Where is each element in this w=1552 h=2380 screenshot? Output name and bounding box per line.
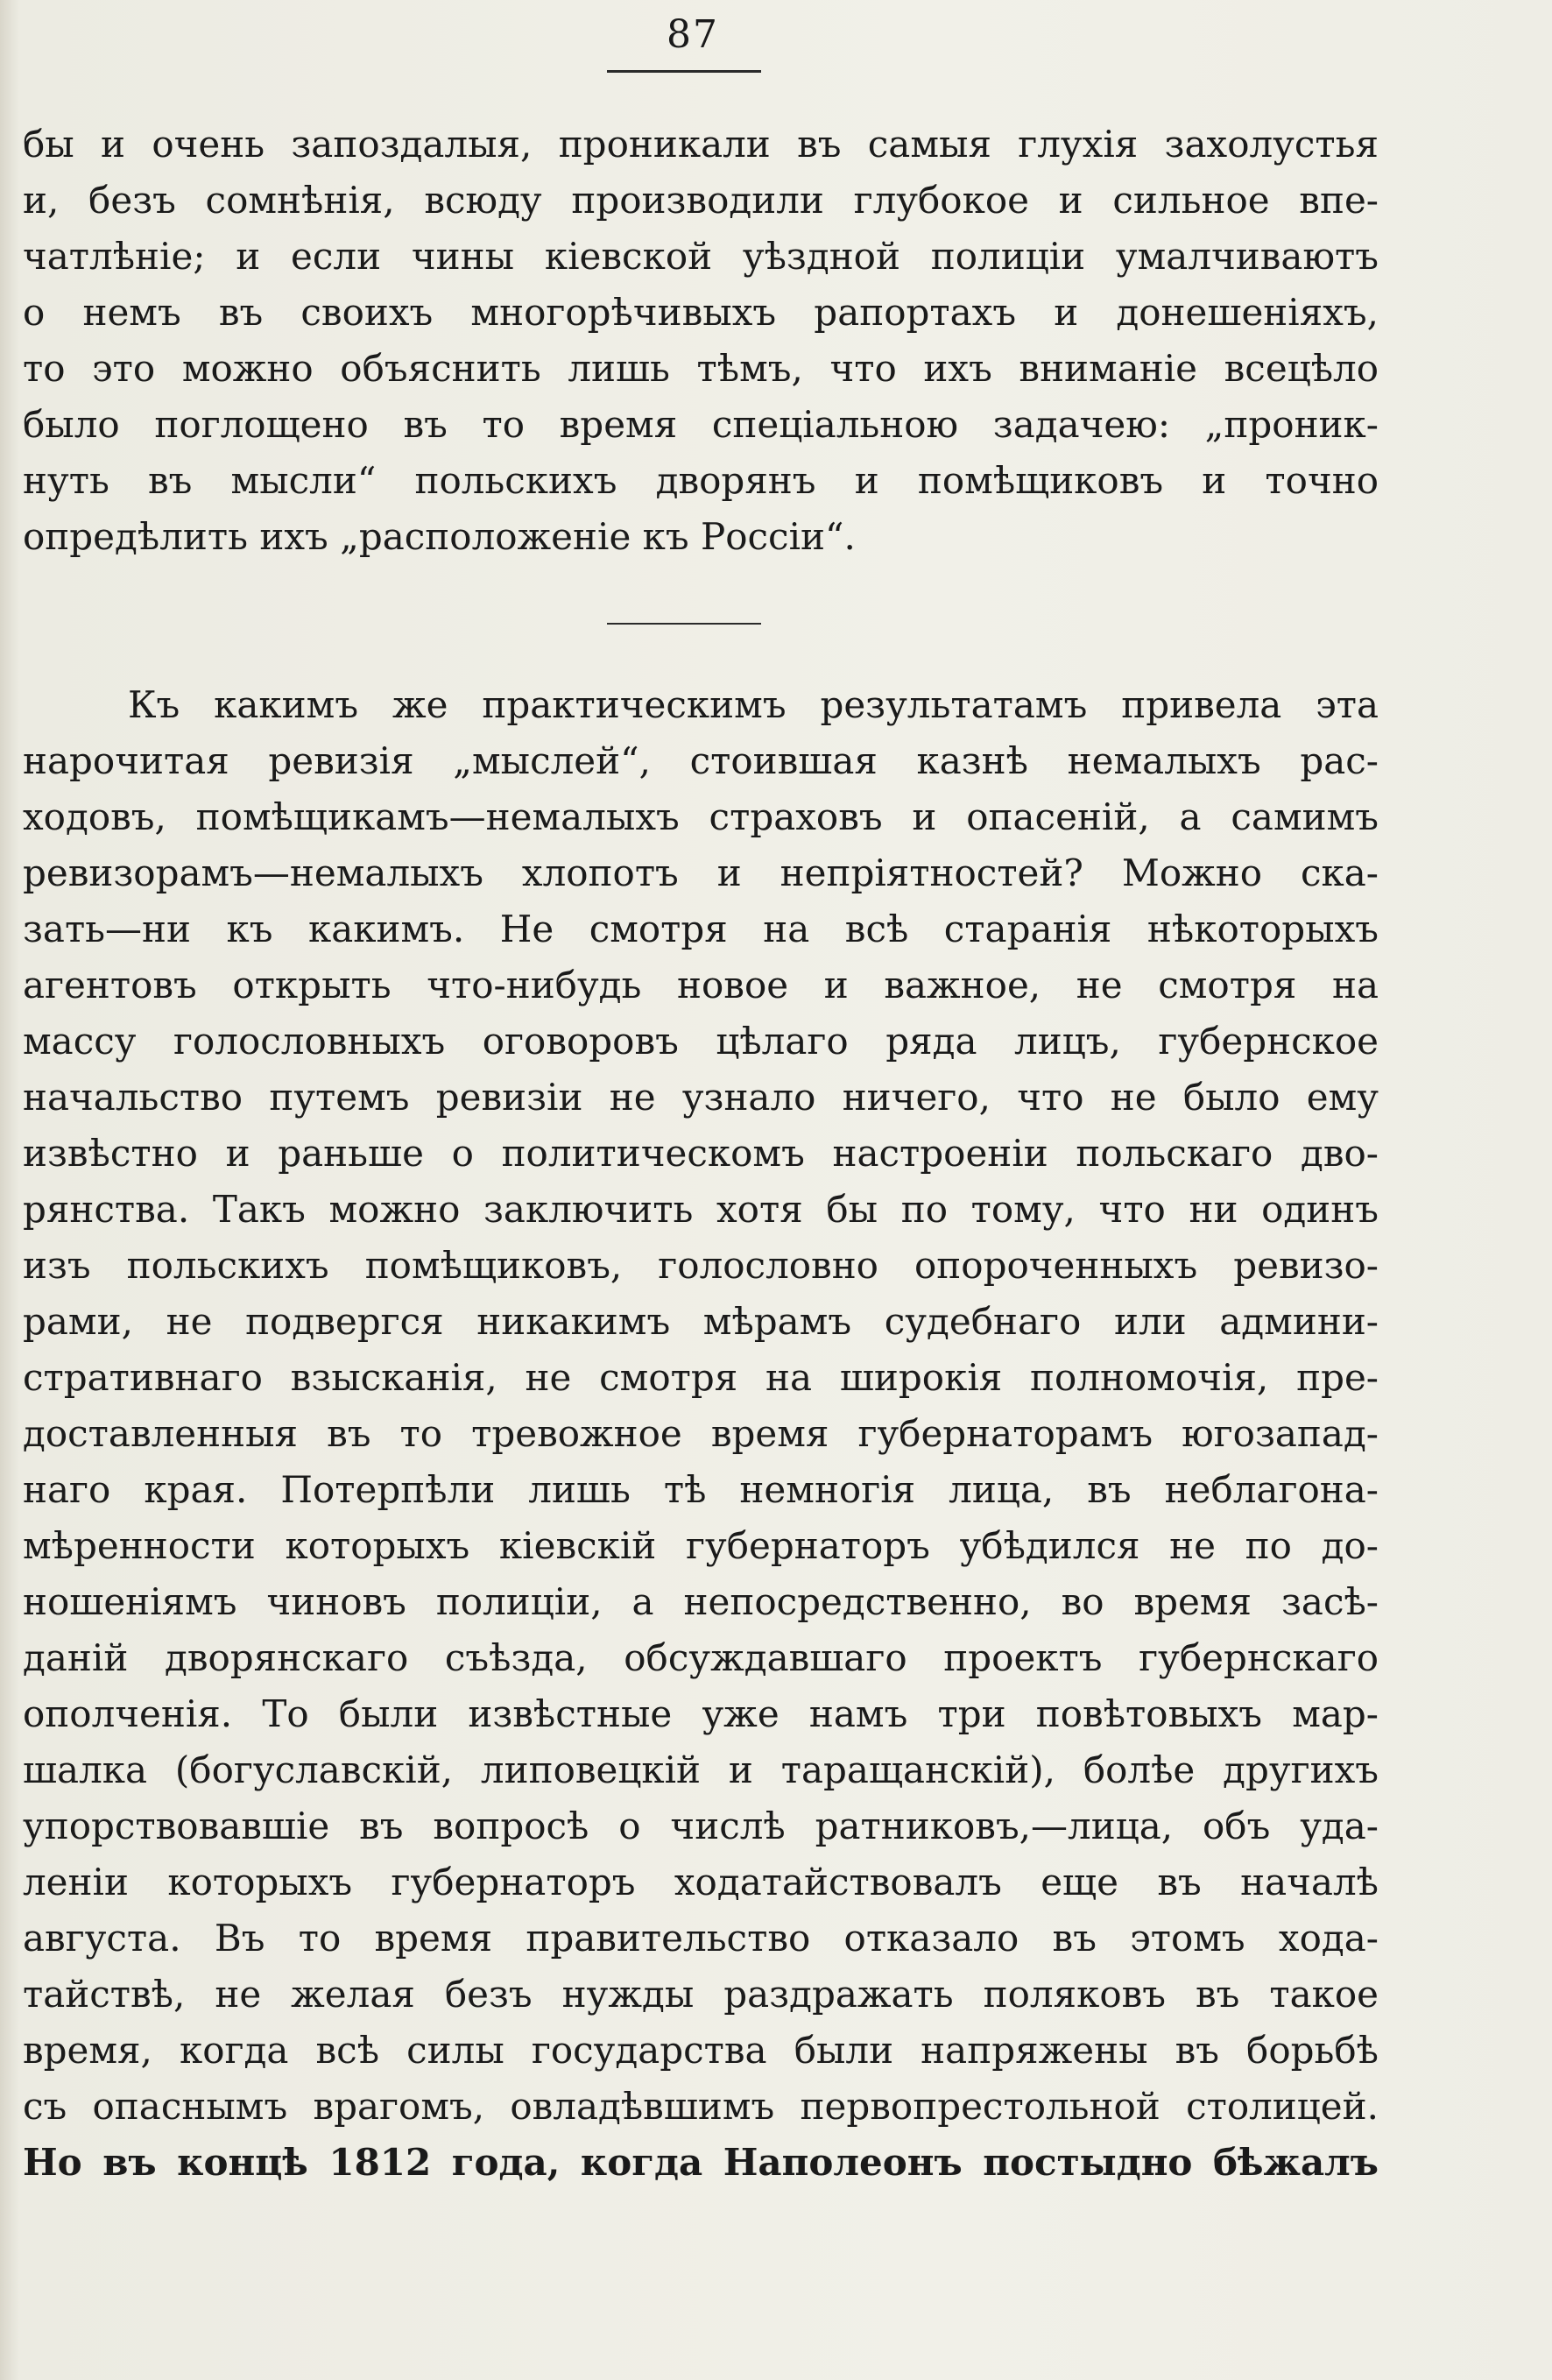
text-line: нарочитая ревизія „мыслей“, стоившая казнѣ немалыхъ рас- [23,739,1379,782]
text-line: августа. Въ то время правительство отказало въ этомъ хода- [23,1917,1379,1960]
text-line: Къ какимъ же практическимъ результатамъ привела эта [128,683,1379,726]
paragraph-2 [23,677,1379,2191]
text-line: доставленныя въ то тревожное время губернаторамъ югозапад- [23,1412,1379,1455]
text-line: рянства. Такъ можно заключить хотя бы по тому, что ни одинъ [23,1188,1379,1231]
text-line: то это можно объяснить лишь тѣмъ, что ихъ вниманіе всецѣло [23,347,1379,390]
text-line: и, безъ сомнѣнія, всюду производили глубокое и сильное впе- [23,179,1379,222]
text-line: зать—ни къ какимъ. Не смотря на всѣ старанія нѣкоторыхъ [23,908,1379,950]
text-line: массу голословныхъ оговоровъ цѣлаго ряда лицъ, губернское [23,1020,1379,1063]
paragraph-1 [23,117,1379,565]
text-line: агентовъ открыть что-нибудь новое и важное, не смотря на [23,964,1379,1006]
text-line: мѣренности которыхъ кіевскій губернаторъ убѣдился не по до- [23,1524,1379,1567]
text-line: наго края. Потерпѣли лишь тѣ немногія лица, въ неблагона- [23,1468,1379,1511]
text-line: ходовъ, помѣщикамъ—немалыхъ страховъ и опасеній, а самимъ [23,795,1379,838]
text-line: было поглощено въ то время спеціальною задачею: „проник- [23,403,1379,446]
text-line: даній дворянскаго съѣзда, обсуждавшаго проектъ губернскаго [23,1636,1379,1679]
section-separator [607,623,761,625]
text-line: ревизорамъ—немалыхъ хлопотъ и непріятностей? Можно ска- [23,851,1379,894]
text-line: съ опаснымъ врагомъ, овладѣвшимъ первопрестольной столицей. [23,2085,1379,2128]
text-line: тайствѣ, не желая безъ нужды раздражать поляковъ въ такое [23,1973,1379,2016]
text-line: ополченія. То были извѣстные уже намъ три повѣтовыхъ мар- [23,1692,1379,1735]
page-number-rule [607,70,761,73]
page-number: 87 [667,12,719,57]
text-line: начальство путемъ ревизіи не узнало ничего, что не было ему [23,1076,1379,1119]
text-line: бы и очень запоздалыя, проникали въ самыя глухія захолустья [23,123,1379,166]
text-line: извѣстно и раньше о политическомъ настроеніи польскаго дво- [23,1132,1379,1175]
text-line: рами, не подвергся никакимъ мѣрамъ судебнаго или админи- [23,1300,1379,1343]
text-line: изъ польскихъ помѣщиковъ, голословно опороченныхъ ревизо- [23,1244,1379,1287]
text-line: стративнаго взысканія, не смотря на широкія полномочія, пре- [23,1356,1379,1399]
text-line: Но въ концѣ 1812 года, когда Наполеонъ постыдно бѣжалъ [23,2141,1379,2184]
text-line: упорствовавшіе въ вопросѣ о числѣ ратниковъ,—лица, объ уда- [23,1804,1379,1847]
text-line: опредѣлить ихъ „расположеніе къ Россіи“. [23,515,856,558]
text-line: ношеніямъ чиновъ полиціи, а непосредственно, во время засѣ- [23,1580,1379,1623]
text-line: о немъ въ своихъ многорѣчивыхъ рапортахъ и донешеніяхъ, [23,291,1379,334]
text-line: леніи которыхъ губернаторъ ходатайствовалъ еще въ началѣ [23,1861,1379,1903]
text-line: время, когда всѣ силы государства были напряжены въ борьбѣ [23,2029,1379,2072]
text-line: шалка (богуславскій, липовецкій и таращанскій), болѣе другихъ [23,1748,1379,1791]
text-line: нуть въ мысли“ польскихъ дворянъ и помѣщиковъ и точно [23,459,1379,502]
text-line: чатлѣніе; и если чины кіевской уѣздной полиціи умалчиваютъ [23,235,1379,278]
